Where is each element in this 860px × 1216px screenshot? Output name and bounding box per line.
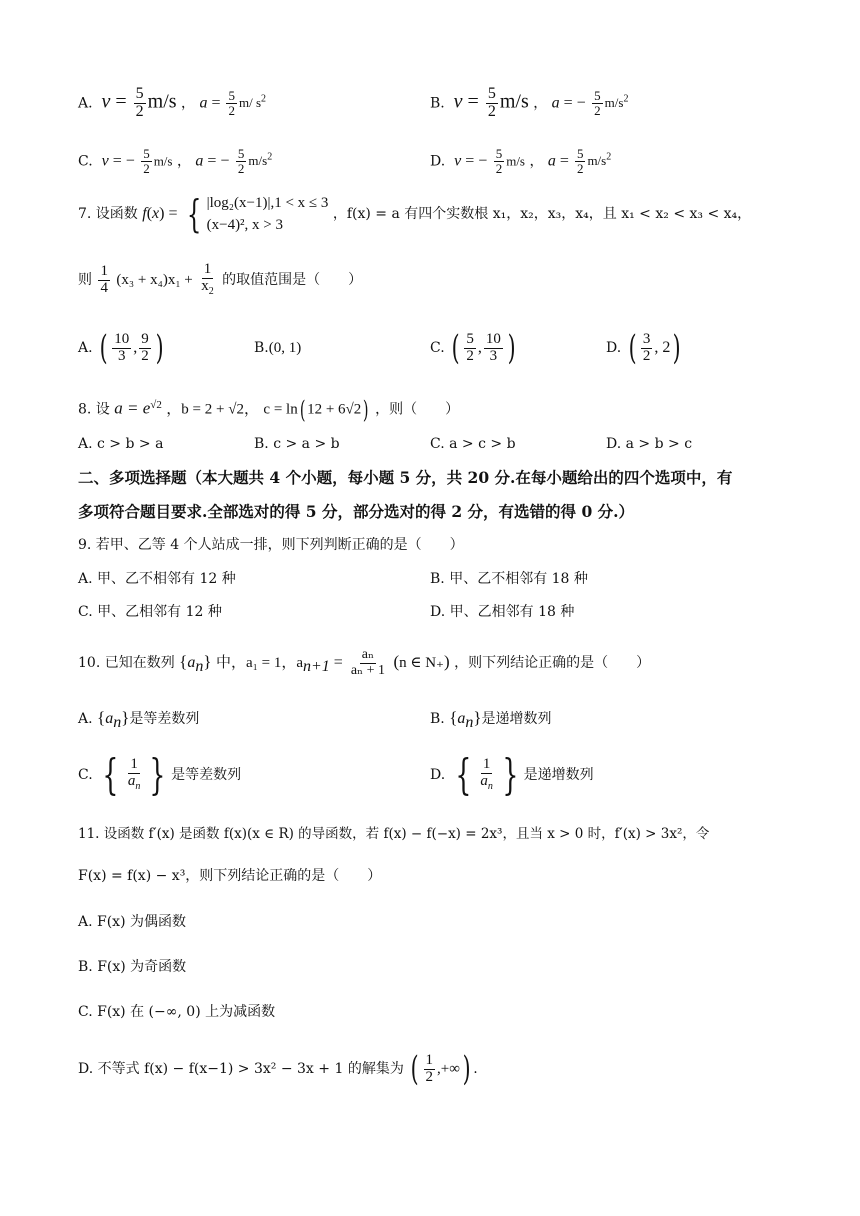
q9-option-b: B. 甲、乙不相邻有 18 种 <box>430 571 588 587</box>
q9-option-c: C. 甲、乙相邻有 12 种 <box>78 604 222 620</box>
q7-option-c: C. ( $\frac{5}{2}$ , $\frac{10}{3}$ ) <box>430 328 516 368</box>
q8-stem: 8. 设 $a = e^{√2}$ ，b = 2 + √2， c = ln( 12 + 6√2) ，则（ ） <box>78 395 460 424</box>
q8-option-b: B. c > a > b <box>254 436 340 452</box>
q7-option-d: D. ( $\frac{3}{2}$ , 2) <box>606 328 682 368</box>
q8-option-d: D. a > b > c <box>606 436 693 452</box>
q9-option-d: D. 甲、乙相邻有 18 种 <box>430 604 575 620</box>
q11-option-a: A. F(x) 为偶函数 <box>78 914 186 930</box>
section-heading-line2: 多项符合题目要求.全部选对的得 5 分，部分选对的得 2 分，有选错的得 0 分.） <box>78 502 635 521</box>
q10-option-a: A. $\{a_n\}$是等差数列 <box>78 708 200 731</box>
q8-option-a: A. c > b > a <box>78 436 164 452</box>
q7-option-a: A. ( $\frac{10}{3}$ , $\frac{9}{2}$ ) <box>78 328 164 368</box>
q10-stem: 10. 已知在数列 $\{a_n\}$ 中，a₁ = 1，$a_{n+1}$ = $\frac{\text{aₙ}}{\text{aₙ + 1}}$ (n ∈ N₊) ，则下列结论正确的是（ ） <box>78 646 651 678</box>
q6-option-d: D. v = − $\frac{5}{2}$ m/s ， a = $\frac{5}{2}$ $m/s^2$ <box>430 146 612 176</box>
q7-piecewise: |log₂(x−1)|,1 < x ≤ 3 (x−4)², x > 3 <box>206 195 329 233</box>
q9-option-a: A. 甲、乙不相邻有 12 种 <box>78 571 236 587</box>
q8-option-c: C. a > c > b <box>430 436 516 452</box>
q10-option-d: D. { $\frac{1}{a_n}$ } 是递增数列 <box>430 750 594 799</box>
q10-option-c: C. { $\frac{1}{a_n}$ } 是等差数列 <box>78 750 242 799</box>
q7-option-b: B.(0, 1) <box>254 340 302 356</box>
q9-stem: 9. 若甲、乙等 4 个人站成一排，则下列判断正确的是（ ） <box>78 537 464 553</box>
q11-stem-line1: 11. 设函数 f′(x) 是函数 f(x)(x ∈ R) 的导函数，若 f(x) − f(−x) = 2x³，且当 x > 0 时，f′(x) > 3x²，令 <box>78 826 710 842</box>
q6-option-a: A. v = $\frac{5}{2}$ m/s ， a = $\frac{5}{2}$ m/ $s^2$ <box>78 85 267 120</box>
q6-option-c: C. v = − $\frac{5}{2}$ m/s ， a = − $\frac{5}{2}$ $m/s^2$ <box>78 146 273 176</box>
q11-option-c: C. F(x) 在 (−∞, 0) 上为减函数 <box>78 1004 276 1020</box>
q11-option-d: D. 不等式 f(x) − f(x−1) > 3x² − 3x + 1 的解集为 ( $\frac{1}{2}$ ,+∞) . <box>78 1049 478 1089</box>
q10-option-b: B. $\{a_n\}$是递增数列 <box>430 708 552 731</box>
q11-stem-line2: F(x) = f(x) − x³，则下列结论正确的是（ ） <box>78 868 382 884</box>
q7-expression: 则 $\frac{1}{4}$ (x₃ + x₄)x₁ + $\frac{1}{x_2}$ 的取值范围是（ ） <box>78 261 363 298</box>
q6-option-b: B. v = $\frac{5}{2}$ m/s ， a = − $\frac{5}{2}$ $m/s^2$ <box>430 85 629 120</box>
q11-option-b: B. F(x) 为奇函数 <box>78 959 187 975</box>
q7-stem: 7. 设函数 f(x) = { |log₂(x−1)|,1 < x ≤ 3 (x−4)², x > 3 ，f(x) = a 有四个实数根 x₁，x₂，x₃，x₄，且 x₁ < x₂ < x₃ < x₄， <box>78 192 752 236</box>
section-heading-line1: 二、多项选择题（本大题共 4 个小题，每小题 5 分，共 20 分.在每小题给出的四个选项中，有 <box>78 468 733 487</box>
